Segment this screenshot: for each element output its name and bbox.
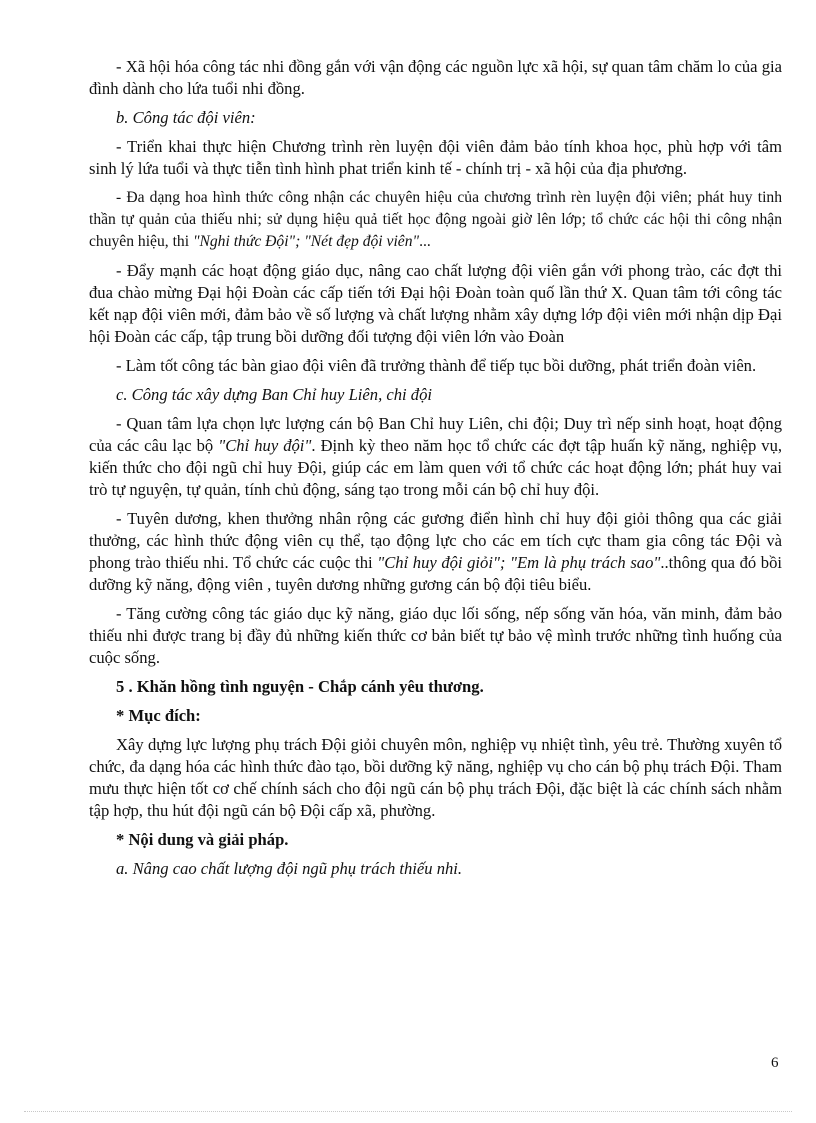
paragraph-chuyen-hieu (89, 187, 782, 253)
paragraph-nhi-dong-socialization: - Xã hội hóa công tác nhi đồng gắn với vận động các nguồn lực xã hội, sự quan tâm chăm lo của gia đình dành cho lứa tuổi nhi đồng. (89, 57, 782, 98)
text-run-italic: "Chỉ huy đội" (218, 436, 312, 455)
document-body (89, 56, 782, 880)
paragraph-education-activities: - Đẩy mạnh các hoạt động giáo dục, nâng cao chất lượng đội viên gắn với phong trào, các đợt thi đua chào mừng Đại hội Đoàn các cấp tiến tới Đại hội Đoàn toàn quố lần thứ X. Quan tâm tới công tác kết nạp đội viên mới, đảm bảo về số lượng và chất lượng nhằm xây dựng lớp đội viên mới nhận dịp Đại hội Đoàn các cấp, tập trung bồi dưỡng đối tượng đội viên lớn vào Đoàn (89, 261, 782, 346)
text-run: ... (419, 233, 431, 250)
page-bottom-divider (24, 1111, 792, 1112)
paragraph-leader-selection (89, 413, 782, 501)
text-run-italic: "Chỉ huy đội giỏi"; "Em là phụ trách sao" (377, 553, 661, 572)
text-run: - Đa dạng hoa hình thức công nhận các chuyên hiệu của chương trình rèn luyện đội viên; phát huy tinh thần tự quản của thiếu nhi; sử dụng hiệu quả tiết học động ngoài giờ lên lớp; tổ chức các hội thi công nhận chuyên hiệu, thi (89, 189, 782, 250)
paragraph-skills-education: - Tăng cường công tác giáo dục kỹ năng, giáo dục lối sống, nếp sống văn hóa, văn minh, đảm bảo thiếu nhi được trang bị đầy đủ những kiến thức cơ bản biết tự bảo vệ mình trước những tình huống của cuộc sống. (89, 604, 782, 667)
heading-content-solutions: * Nội dung và giải pháp. (116, 830, 289, 849)
heading-purpose: * Mục đích: (116, 706, 201, 725)
text-run: . Định kỳ theo năm học tổ chức các đợt tập huấn kỹ năng, nghiệp vụ, kiến thức cho đội ngũ chỉ huy Đội, giúp các em làm quen với tổ chức các hoạt động lớn; phát huy vai trò tự nguyện, tự quản, tính chủ động, sáng tạo trong mỗi cán bộ chỉ huy đội. (89, 436, 783, 499)
text-run: - Quan tâm lựa chọn lực lượng cán bộ Ban Chỉ huy Liên, chi đội; Duy trì nếp sinh hoạt, hoạt động của các câu lạc bộ (89, 414, 782, 455)
text-run: - Tuyên dương, khen thưởng nhân rộng các gương điển hình chỉ huy đội giỏi thông qua các giải thưởng, các hình thức động viên cụ thể, tạo động lực cho các em tích cực tham gia công tác Đội và phong trào thiếu nhi. Tổ chức các cuộc thi (89, 509, 782, 572)
subheading-doi-vien: b. Công tác đội viên: (116, 108, 256, 127)
paragraph-purpose: Xây dựng lực lượng phụ trách Đội giỏi chuyên môn, nghiệp vụ nhiệt tình, yêu trẻ. Thường xuyên tổ chức, đa dạng hóa các hình thức đào tạo, bồi dưỡng kỹ năng, nghiệp vụ cho cán bộ phụ trách Đội. Tham mưu thực hiện tốt cơ chế chính sách cho đội ngũ cán bộ phụ trách Đội, đặc biệt là các chính sách nhằm tập hợp, thu hút đội ngũ cán bộ Đội cấp xã, phường. (89, 735, 782, 820)
text-run: ..thông qua đó bồi dưỡng kỹ năng, động viên , tuyên dương những gương cán bộ đội tiêu biểu. (89, 553, 782, 594)
section-heading-5: 5 . Khăn hồng tình nguyện - Chắp cánh yêu thương. (116, 677, 484, 696)
subheading-quality: a. Nâng cao chất lượng đội ngũ phụ trách thiếu nhi. (116, 859, 463, 878)
paragraph-training-program: - Triển khai thực hiện Chương trình rèn luyện đội viên đảm bảo tính khoa học, phù hợp với tâm sinh lý lứa tuổi và thực tiễn tình hình phat triển kinh tế - chính trị - xã hội của địa phương. (89, 137, 782, 178)
paragraph-commendation (89, 508, 782, 596)
page-number: 6 (771, 1055, 779, 1071)
text-run-italic: "Nghi thức Đội"; "Nét đẹp đội viên" (192, 233, 420, 250)
paragraph-handover: - Làm tốt công tác bàn giao đội viên đã trưởng thành để tiếp tục bồi dưỡng, phát triển đoàn viên. (116, 356, 757, 375)
subheading-ban-chi-huy: c. Công tác xây dựng Ban Chỉ huy Liên, chi đội (116, 385, 432, 404)
